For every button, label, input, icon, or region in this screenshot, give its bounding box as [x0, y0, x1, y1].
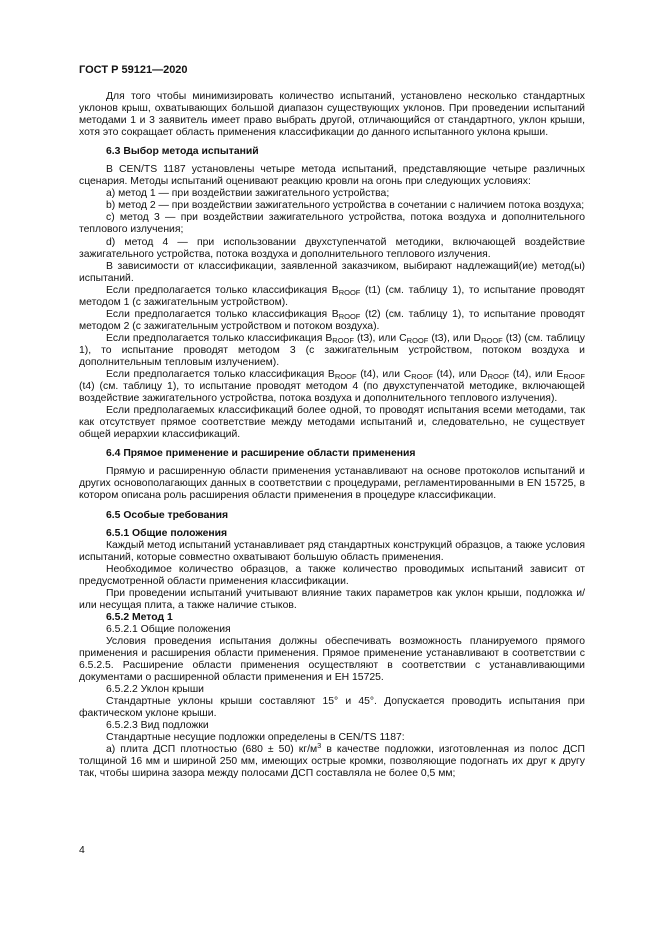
paragraph-class-t3: Если предполагается только классификация $B_{ROOF}$ (t3), или $C_{ROOF}$ (t3), или $D_{ROOF}$ (t3) (см. таблицу 1), то испытание проводят методом 3 (с зажигательным устройством, потоком воздуха и дополнительным тепловым излучением).	[79, 332, 585, 368]
document-header: ГОСТ Р 59121—2020	[79, 64, 188, 76]
paragraph: В CEN/TS 1187 установлены четыре метода испытаний, представляющие четыре различных сценария. Методы испытаний оценивают реакцию кровли на огонь при следующих условиях:	[79, 164, 585, 188]
paragraph: Необходимое количество образцов, а также количество проводимых испытаний зависит от предусмотренной области применения классификации.	[79, 563, 585, 587]
clause-heading-6-5-2-3: 6.5.2.3 Вид подложки	[106, 720, 209, 732]
subsection-heading-6-5-1: 6.5.1 Общие положения	[106, 527, 228, 539]
document-body	[79, 91, 585, 781]
section-heading-6-5: 6.5 Особые требования	[106, 509, 229, 521]
list-item: а) метод 1 — при воздействии зажигательного устройства;	[106, 188, 390, 200]
paragraph: В зависимости от классификации, заявленной заказчиком, выбирают надлежащий(ие) метод(ы) испытаний.	[79, 260, 585, 284]
section-heading-6-4: 6.4 Прямое применение и расширение области применения	[106, 448, 416, 460]
paragraph: При проведении испытаний учитывают влияние таких параметров как уклон крыши, подложка и/или несущая плита, а также наличие стыков.	[79, 587, 585, 611]
paragraph-intro: Для того чтобы минимизировать количество испытаний, установлено несколько стандартных уклонов крыш, охватывающих большой диапазон существующих уклонов. При проведении испытаний методами 1 и 3 заявитель имеет право выбрать другой, отличающийся от стандартного, уклон крыши, хотя это сокращает область применения классификации до данного испытанного уклона крыши.	[79, 91, 585, 139]
list-item: b) метод 2 — при воздействии зажигательного устройства в сочетании с наличием потока воздуха;	[106, 200, 585, 212]
clause-heading-6-5-2-1: 6.5.2.1 Общие положения	[106, 623, 231, 635]
page-number: 4	[79, 845, 85, 856]
list-item: а) плита ДСП плотностью (680 ± 50) $кг/м^3$ в качестве подложки, изготовленная из полос ДСП толщиной 16 мм и шириной 250 мм, имеющих острые кромки, позволяющие подогнать их друг к другу так, чтобы ширина зазора между полосами ДСП составляла не более 0,5 мм;	[79, 741, 585, 780]
clause-heading-6-5-2-2: 6.5.2.2 Уклон крыши	[106, 684, 204, 696]
paragraph: Каждый метод испытаний устанавливает ряд стандартных конструкций образцов, а также условия испытаний, которые совместно охватывают большую область применения.	[79, 539, 585, 563]
paragraph-class-b-t1: Если предполагается только классификация $B_{ROOF}$ (t1) (см. таблицу 1), то испытание проводят методом 1 (с зажигательным устройством).	[79, 284, 585, 308]
paragraph: Условия проведения испытания должны обеспечивать возможность планируемого прямого применения и расширения области применения. Прямое применение устанавливают в соответствии с 6.5.2.5. Расширение области применения осуществляют в соответствии с устанавливающими документами о расширенной области применения и ЕН 15725.	[79, 635, 585, 684]
paragraph: Прямую и расширенную области применения устанавливают на основе протоколов испытаний и других основополагающих данных в соответствии с процедурами, регламентированными в EN 15725, в котором описана роль расширения области применения в процедуре классификации.	[79, 466, 585, 502]
list-item: с) метод 3 — при воздействии зажигательного устройства, потока воздуха и дополнительного теплового излучения;	[79, 212, 585, 236]
paragraph: Стандартные уклоны крыши составляют 15° и 45°. Допускается проводить испытания при фактическом уклоне крыши.	[79, 696, 585, 720]
section-heading-6-3: 6.3 Выбор метода испытаний	[106, 146, 259, 158]
list-item: d) метод 4 — при использовании двухступенчатой методики, включающей воздействие зажигательного устройства, потока воздуха и дополнительного теплового излучения.	[79, 236, 585, 260]
paragraph: Если предполагаемых классификаций более одной, то проводят испытания всеми методами, так как отсутствует прямое соответствие между методами испытаний и, следовательно, не существует общей иерархии классификаций.	[79, 405, 585, 441]
paragraph-class-b-t2: Если предполагается только классификация $B_{ROOF}$ (t2) (см. таблицу 1), то испытание проводят методом 2 (с зажигательным устройством и потоком воздуха).	[79, 308, 585, 332]
paragraph-class-t4: Если предполагается только классификация $B_{ROOF}$ (t4), или $C_{ROOF}$ (t4), или $D_{ROOF}$ (t4), или $E_{ROOF}$ (t4) (см. таблицу 1), то испытание проводят методом 4 (по двухступенчатой методике, включающей воздействие зажигательного устройства, потока воздуха и дополнительного теплового излучения).	[79, 369, 585, 405]
subsection-heading-6-5-2: 6.5.2 Метод 1	[106, 611, 173, 623]
paragraph: Стандартные несущие подложки определены в CEN/TS 1187:	[106, 732, 405, 744]
